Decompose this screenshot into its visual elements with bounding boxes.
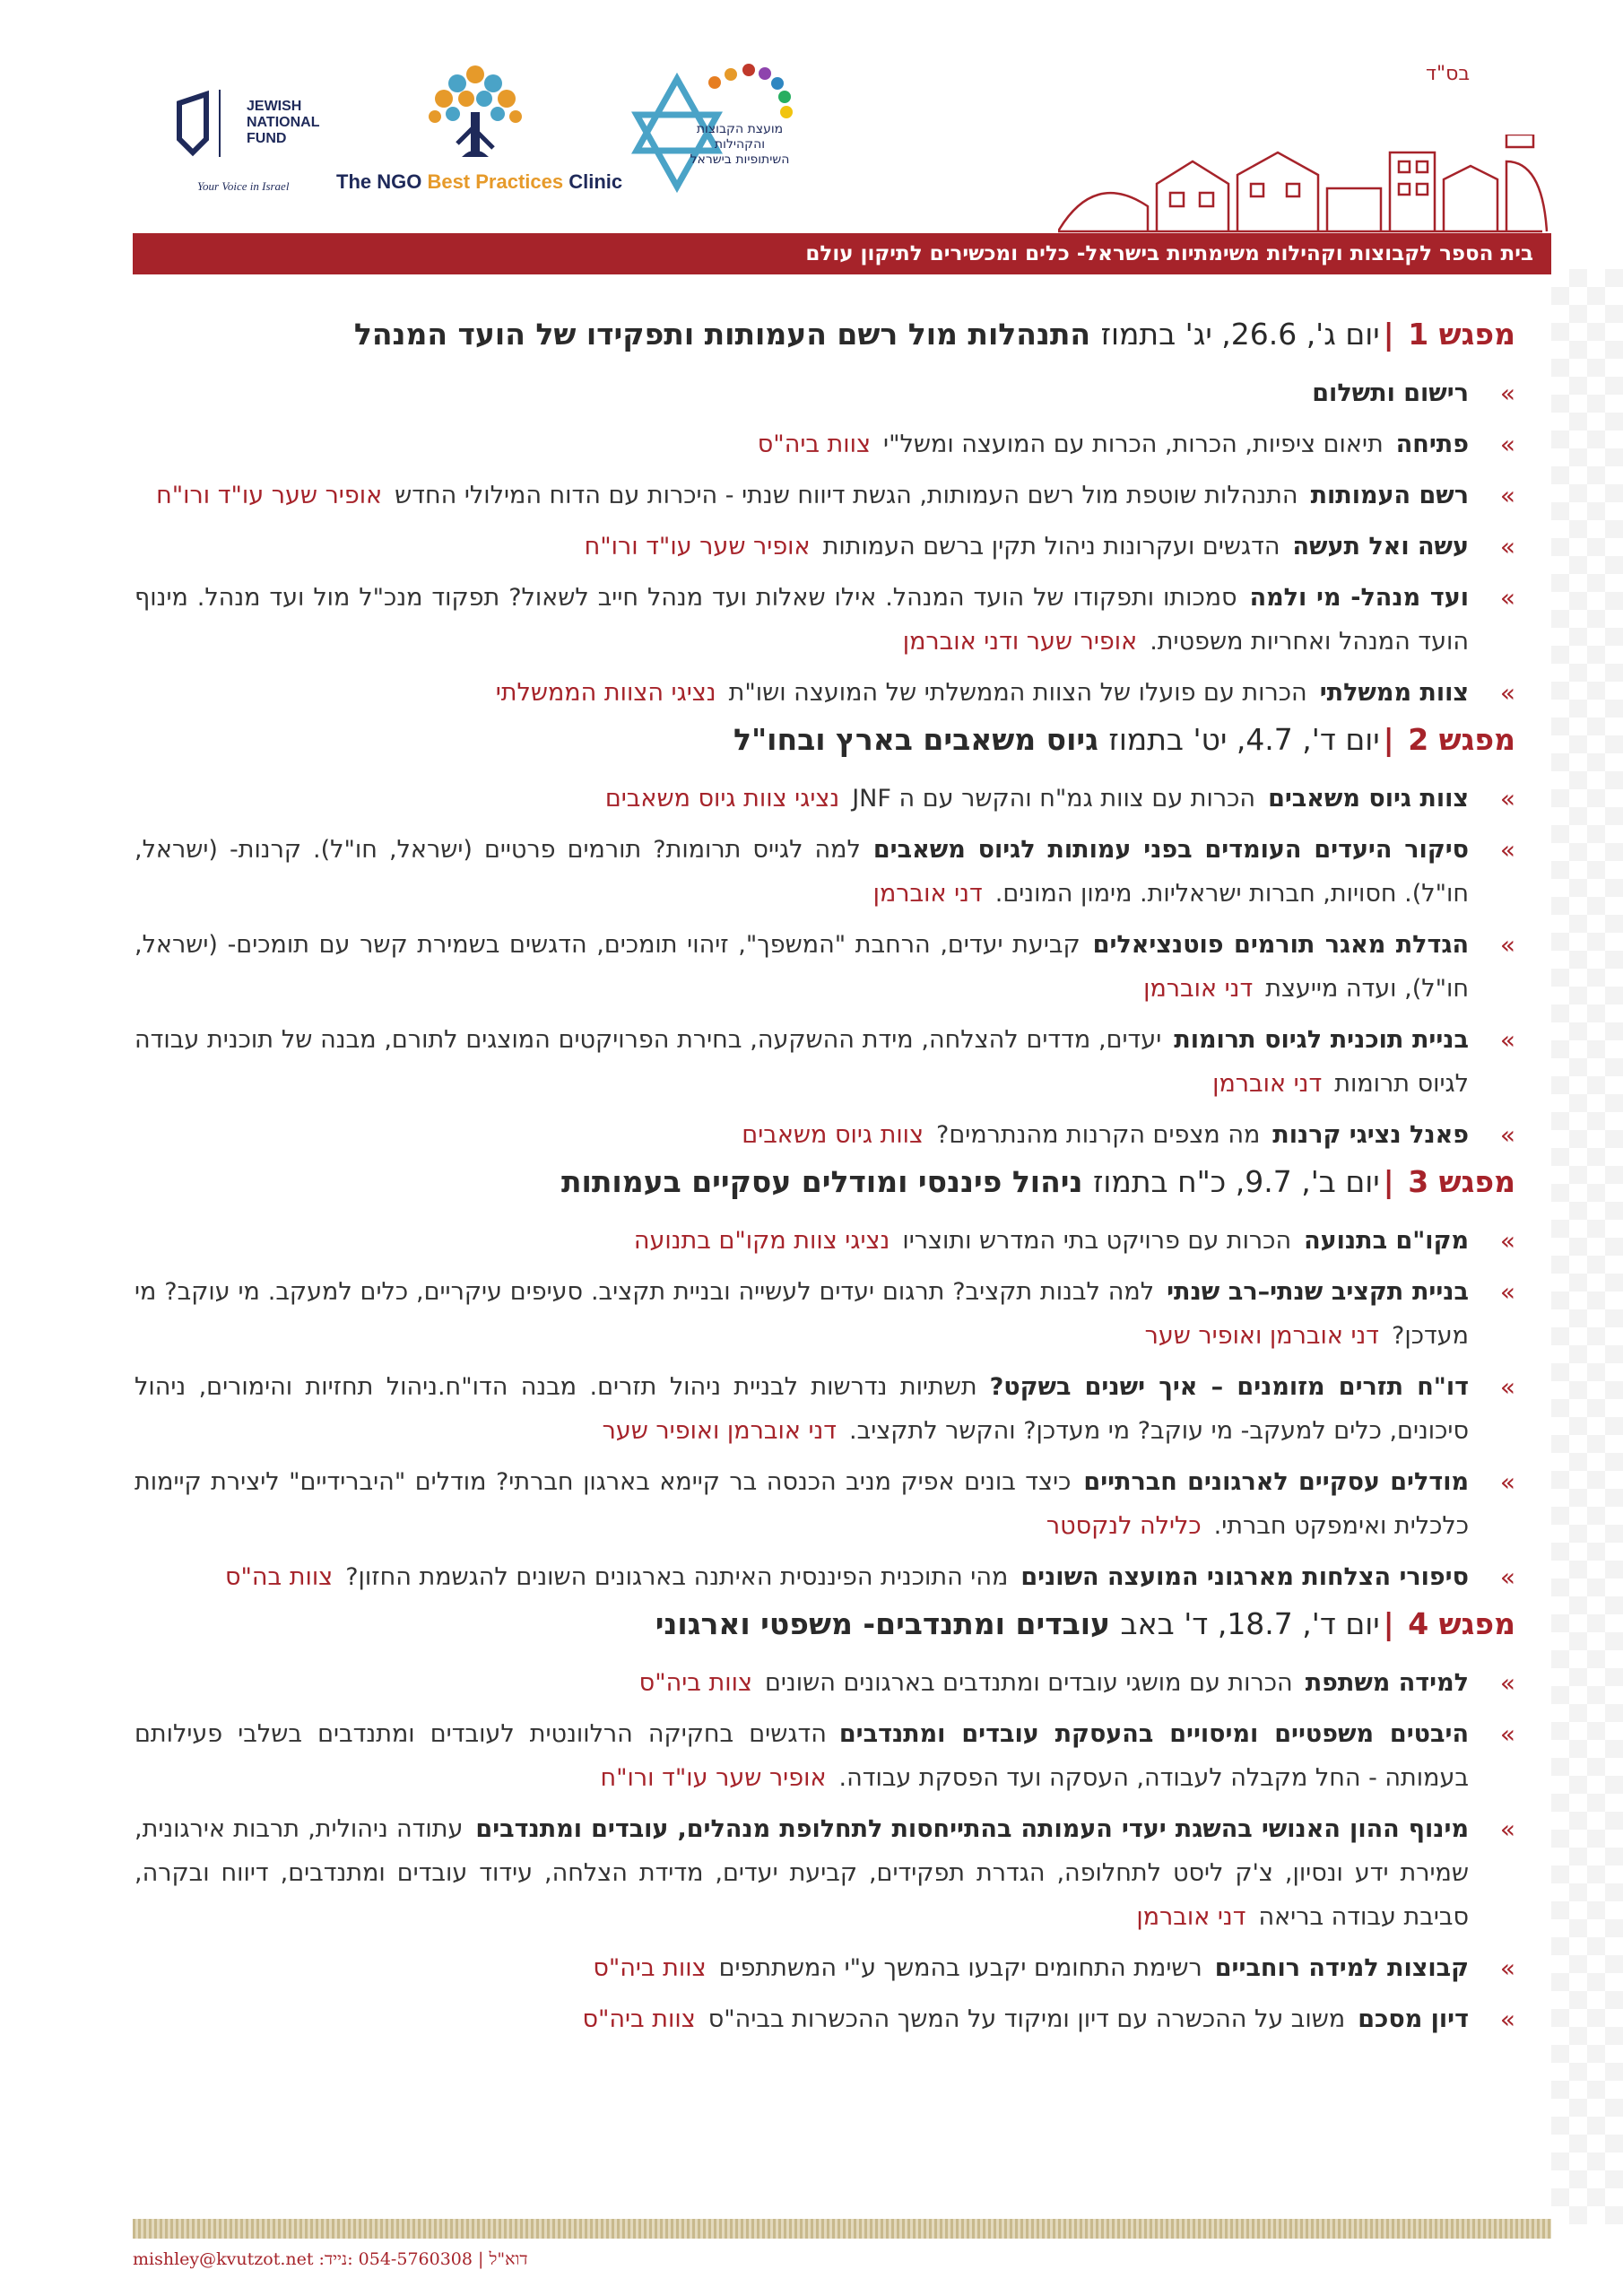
agenda-description: הכרות עם פועלו של הצוות הממשלתי של המועצה ושו"ת	[728, 679, 1307, 707]
meeting-date: יום ג', 26.6, יג' בתמוז	[1100, 317, 1380, 352]
meeting-separator: |	[1383, 722, 1394, 757]
agenda-topic: מקו"ם בתנועה	[1304, 1227, 1469, 1255]
agenda-topic: עשה ואל תעשה	[1292, 533, 1469, 561]
agenda-description: הדגשים בחקיקה הרלוונטית לעובדים ומתנדבים בשלבי פעילותם בעמותה - החל מקבלה לעבודה, העסקה ועד הפסקת עבודה.	[135, 1720, 1469, 1792]
ngo-title-prefix: The NGO	[336, 170, 428, 193]
agenda-presenter: דני אוברמן ואופיר שער	[602, 1417, 838, 1445]
agenda-description: התנהלות שוטפת מול רשם העמותות, הגשת דיווח שנתי - היכרות עם הדוח המילולי החדש	[395, 482, 1298, 509]
agenda-topic: סיפורי הצלחות מארגוני המועצה השונים	[1020, 1563, 1469, 1591]
agenda-item	[135, 422, 1515, 466]
agenda-item	[135, 371, 1515, 415]
agenda-presenter: נציגי צוות גיוס משאבים	[604, 785, 840, 813]
agenda-item	[135, 1661, 1515, 1705]
jnf-line1: JEWISH	[247, 99, 302, 114]
meeting-topic: ניהול פיננסי ומודלים עסקיים בעמותות	[560, 1164, 1083, 1199]
agenda-presenter: צוות ביה"ס	[593, 1954, 707, 1982]
bullet-icon: »	[1499, 1719, 1515, 1749]
checker-decoration	[1551, 269, 1623, 2224]
agenda-description: מהי התוכנית הפיננסית האיתנה בארגונים השונים להגשמת החזון?	[345, 1563, 1009, 1591]
agenda-item	[135, 777, 1515, 821]
agenda-description: תיאום ציפיות, הכרות, הכרות עם המועצה ומשל"י	[883, 430, 1384, 458]
agenda-presenter: צוות ביה"ס	[582, 2005, 696, 2033]
agenda-topic: פתיחה	[1395, 430, 1469, 458]
jnf-line3: FUND	[247, 131, 287, 146]
meeting-date: יום ד', 18.7, ד' באב	[1120, 1606, 1380, 1641]
agenda-presenter: דני אוברמן	[872, 880, 983, 908]
school-banner: בית הספר לקבוצות וקהילות משימתיות בישראל- כלים ומכשירים לתיקון עולם	[133, 233, 1551, 274]
agenda-description: הכרות עם פרויקט בתי המדרש ותוצריו	[902, 1227, 1292, 1255]
agenda-item	[135, 576, 1515, 664]
bullet-icon: »	[1499, 2005, 1515, 2034]
bsd-mark: בס"ד	[1426, 63, 1471, 85]
agenda-item	[135, 671, 1515, 715]
meeting-separator: |	[1383, 1606, 1394, 1641]
agenda-description: הדגשים ועקרונות ניהול תקין ברשם העמותות	[822, 533, 1280, 561]
agenda-presenter: דני אוברמן ואופיר שער	[1144, 1322, 1380, 1350]
agenda-topic: סיקור היעדים העומדים בפני עמותות לגיוס משאבים	[872, 836, 1469, 864]
bullet-icon: »	[1499, 1025, 1515, 1055]
jnf-tagline: Your Voice in Israel	[197, 179, 290, 193]
jnf-line2: NATIONAL	[247, 115, 320, 130]
houses-illustration	[1058, 135, 1551, 233]
meeting-topic: התנהלות מול רשם העמותות ותפקידו של הועד המנהל	[353, 317, 1091, 352]
agenda-presenter: צוות ביה"ס	[757, 430, 872, 458]
agenda-topic: צוות ממשלתי	[1319, 679, 1469, 707]
agenda-presenter: נציגי הצוות הממשלתי	[495, 679, 716, 707]
agenda-description: משוב על ההכשרה עם דיון ומיקוד על המשך ההכשרות בביה"ס	[707, 2005, 1346, 2033]
agenda-item	[135, 923, 1515, 1011]
agenda-presenter: צוות גיוס משאבים	[742, 1121, 924, 1149]
agenda-topic: רשם העמותות	[1310, 482, 1469, 509]
agenda-topic: הגדלת מאגר תורמים פוטנציאלים	[1092, 931, 1469, 959]
bullet-icon: »	[1499, 1226, 1515, 1256]
meeting-label: מפגש 2	[1408, 722, 1515, 757]
agenda-item	[135, 1946, 1515, 1990]
agenda-item	[135, 1365, 1515, 1453]
agenda-topic: פאנל נציגי קרנות	[1272, 1121, 1469, 1149]
bullet-icon: »	[1499, 1668, 1515, 1698]
agenda-topic: צוות גיוס משאבים	[1268, 785, 1469, 813]
meeting-date: יום ד', 4.7, יט' בתמוז	[1108, 722, 1380, 757]
agenda-item	[135, 1113, 1515, 1157]
meeting-title	[135, 317, 1515, 352]
meeting-date: יום ב', 9.7, כ"ח בתמוז	[1092, 1164, 1380, 1199]
meeting-topic: גיוס משאבים בארץ ובחו"ל	[733, 722, 1098, 757]
agenda-presenter: דני אוברמן	[1143, 975, 1254, 1003]
agenda-description: למה לבנות תקציב? תרגום יעדים לעשייה ובניית תקציב. סעיפים עיקריים, כלים למעקב. מי עוקב? מי מעדכן?	[135, 1278, 1469, 1350]
agenda-description: הכרות עם מושגי עובדים ומתנדבים בארגונים השונים	[764, 1669, 1293, 1697]
meeting-label: מפגש 3	[1408, 1164, 1515, 1199]
agenda-topic: דו"ח תזרים מזומנים – איך ישנים בשקט?	[989, 1373, 1469, 1401]
bullet-icon: »	[1499, 532, 1515, 561]
agenda-item	[135, 474, 1515, 517]
agenda-topic: מודלים עסקיים לארגונים חברתיים	[1083, 1468, 1469, 1496]
agenda-description: למה לגייס תרומות? תורמים פרטיים (ישראל, חו"ל). קרנות- (ישראל, חו"ל). חסויות, חברות ישראליות. מימון המונים.	[135, 836, 1469, 908]
meeting-separator: |	[1383, 1164, 1394, 1199]
meeting-label: מפגש 1	[1408, 317, 1515, 352]
bullet-icon: »	[1499, 481, 1515, 510]
agenda-topic: דיון מסכם	[1358, 2005, 1469, 2033]
meeting-title	[135, 1164, 1515, 1199]
meeting-label: מפגש 4	[1408, 1606, 1515, 1641]
bullet-icon: »	[1499, 930, 1515, 960]
agenda-description: קביעת יעדים, הרחבת "המשפך", זיהוי תומכים, הדגשים בשמירת קשר עם תומכים- (ישראל, חו"ל), ועדה מייעצת	[135, 931, 1469, 1003]
agenda-item	[135, 1807, 1515, 1939]
agenda-topic: בניית תקציב שנתי–רב שנתי	[1167, 1278, 1469, 1306]
agenda-item	[135, 1997, 1515, 2041]
agenda-presenter: אופיר שער עו"ד ורו"ח	[584, 533, 811, 561]
bullet-icon: »	[1499, 784, 1515, 813]
meeting-separator: |	[1383, 317, 1394, 352]
agenda-presenter: כלילה לנקסטר	[1046, 1512, 1202, 1540]
bullet-icon: »	[1499, 1467, 1515, 1497]
council-logo	[623, 61, 847, 196]
agenda-presenter: צוות ביה"ס	[638, 1669, 752, 1697]
agenda-topic: היבטים משפטיים ומיסויים בהעסקת עובדים ומתנדבים	[838, 1720, 1469, 1748]
agenda-description: תשתיות נדרשות לבניית ניהול תזרים. מבנה הדו"ח.ניהול תחזיות והימורים, ניהול סיכונים, כלים למעקב- מי עוקב? מי מעדכן? והקשר לתקציב.	[135, 1373, 1469, 1445]
agenda-presenter: אופיר שער עו"ד ורו"ח	[156, 482, 383, 509]
agenda-topic: קבוצות למידה רוחביים	[1214, 1954, 1469, 1982]
agenda-description: כיצד בונים אפיק מניב הכנסה בר קיימא בארגון חברתי? מודלים "היברידיים" ליצירת קיימות כלכלית ואימפקט חברתי.	[135, 1468, 1469, 1540]
agenda-description: סמכותו ותפקודו של הועד המנהל. אילו שאלות ועד מנהל חייב לשאול? תפקוד מנכ"ל מול ועד מנהל. מינוף הועד המנהל ואחריות משפטית.	[135, 584, 1469, 656]
agenda-topic: רישום ותשלום	[1312, 379, 1469, 407]
council-line1: מועצת הקבוצות והקהילות	[696, 122, 784, 152]
council-line2: השיתופיות בישראל	[690, 152, 790, 167]
agenda-item	[135, 828, 1515, 916]
agenda-item	[135, 1712, 1515, 1800]
bullet-icon: »	[1499, 678, 1515, 708]
agenda-description: רשימת התחומים יקבעו בהמשך ע"י המשתתפים	[718, 1954, 1202, 1982]
program-content	[135, 309, 1515, 2048]
meeting-topic: עובדים ומתנדבים- משפטי וארגוני	[655, 1606, 1111, 1641]
agenda-description: הכרות עם צוות גמ"ח והקשר עם ה JNF	[852, 785, 1256, 813]
agenda-item	[135, 1270, 1515, 1358]
bullet-icon: »	[1499, 430, 1515, 459]
agenda-presenter: דני אוברמן	[1136, 1903, 1246, 1931]
agenda-description: מה מצפים הקרנות מהנתרמים?	[936, 1121, 1261, 1149]
agenda-topic: בניית תוכנית לגיוס תרומות	[1174, 1026, 1470, 1054]
bullet-icon: »	[1499, 1277, 1515, 1307]
meeting-title	[135, 1606, 1515, 1641]
bullet-icon: »	[1499, 378, 1515, 408]
agenda-item	[135, 1018, 1515, 1106]
agenda-presenter: נציגי צוות מקו"ם בתנועה	[633, 1227, 890, 1255]
agenda-topic: ועד מנהל- מי ולמה	[1249, 584, 1470, 612]
footer-contact: mishley@kvutzot.net :דוא"ל | 054-5760308 :נייד	[133, 2249, 528, 2269]
ngo-clinic-title	[336, 170, 622, 194]
bullet-icon: »	[1499, 583, 1515, 613]
meeting-title	[135, 722, 1515, 757]
agenda-item	[135, 1555, 1515, 1599]
jnf-logo	[170, 81, 332, 197]
ngo-clinic-logo	[332, 58, 623, 202]
agenda-presenter: צוות בה"ס	[224, 1563, 334, 1591]
jnf-emblem-icon	[170, 85, 233, 157]
ngo-title-highlight: Best Practices	[427, 170, 564, 193]
bullet-icon: »	[1499, 1814, 1515, 1844]
agenda-presenter: אופיר שער ודני אוברמן	[902, 628, 1138, 656]
agenda-item	[135, 525, 1515, 569]
agenda-description: יעדים, מדדים להצלחה, מידת ההשקעה, בחירת הפרויקטים המוצגים לתורם, מבנה של תוכנית עבודה לגיוס תרומות	[135, 1026, 1469, 1098]
agenda-description: עתודה ניהולית, תרבות אירגונית, שמירת ידע ונסיון, צ'ק ליסט לתחלופה, הגדרת תפקידים, קביעת יעדים, מדידת הצלחה, עידוד עובדים ומתנדבים, דיווח ובקרה, סביבת עבודה בריאה	[135, 1815, 1469, 1931]
bullet-icon: »	[1499, 835, 1515, 865]
agenda-topic: למידה משתפת	[1305, 1669, 1469, 1697]
agenda-presenter: אופיר שער עו"ד ורו"ח	[600, 1764, 827, 1792]
agenda-item	[135, 1460, 1515, 1548]
footer-stripe	[133, 2219, 1551, 2239]
tree-icon	[417, 58, 534, 166]
agenda-presenter: דני אוברמן	[1212, 1070, 1323, 1098]
bullet-icon: »	[1499, 1562, 1515, 1592]
agenda-item	[135, 1219, 1515, 1263]
agenda-topic: מינוף ההון האנושי בהשגת יעדי העמותה בהתייחסות לתחלופת מנהלים, עובדים ומתנדבים	[475, 1815, 1469, 1843]
bullet-icon: »	[1499, 1120, 1515, 1150]
bullet-icon: »	[1499, 1372, 1515, 1402]
ngo-title-suffix: Clinic	[563, 170, 623, 193]
bullet-icon: »	[1499, 1953, 1515, 1983]
